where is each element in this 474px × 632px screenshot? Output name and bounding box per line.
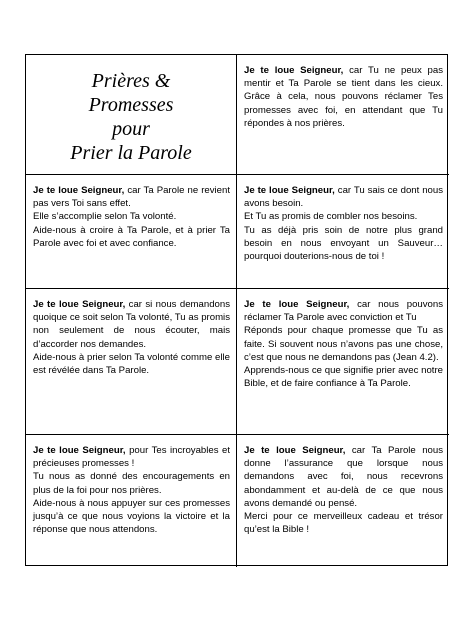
title-card	[26, 55, 237, 175]
card-text: pour Tes incroyables et précieuses promesses !	[33, 445, 231, 470]
card-text: car nous pouvons réclamer Ta Parole avec conviction et Tu	[244, 299, 444, 324]
card-text: Aide-nous à nous appuyer sur ces promesses jusqu’à ce que nous voyions la victoire et la réponse que nous attendons.	[33, 497, 230, 536]
title-line-4: Prier la Parole	[70, 141, 192, 164]
card-lead: Je te loue Seigneur,	[33, 445, 126, 456]
card-paragraph	[244, 324, 443, 364]
card-paragraph	[244, 224, 443, 264]
card-paragraph	[244, 210, 443, 223]
prayer-card-3	[237, 175, 449, 289]
card-paragraph	[33, 224, 230, 250]
card-text: car Ta Parole nous donne l’assurance que lorsque nous demandons avec foi, nous recevrons abondamment et au-delà de ce que nous avons demandé ou pensé.	[244, 445, 444, 509]
prayer-card-1	[237, 55, 449, 175]
card-paragraph	[244, 298, 443, 324]
title-line-3: pour	[112, 117, 150, 140]
card-lead: Je te loue Seigneur,	[33, 185, 125, 196]
card-lead: Je te loue Seigneur,	[244, 445, 346, 456]
card-paragraph	[33, 184, 230, 210]
prayer-card-4	[26, 289, 237, 435]
card-lead: Je te loue Seigneur,	[244, 299, 350, 310]
card-lead: Je te loue Seigneur,	[244, 185, 335, 196]
title-line-2: Promesses	[88, 93, 174, 116]
card-paragraph	[244, 184, 443, 210]
card-text: Elle s’accomplie selon Ta volonté.	[33, 211, 177, 223]
card-text: Tu as déjà pris soin de notre plus grand besoin en nous envoyant un Sauveur… pourquoi douterions-nous de toi !	[244, 224, 443, 263]
card-lead: Je te loue Seigneur,	[244, 65, 344, 76]
card-lead: Je te loue Seigneur,	[33, 299, 126, 310]
page-title	[70, 69, 191, 165]
card-paragraph	[244, 64, 443, 130]
card-paragraph	[33, 210, 230, 223]
card-text: Apprends-nous ce que signifie prier avec notre Bible, et de faire confiance à Ta Parole.	[244, 365, 443, 390]
card-paragraph	[33, 444, 230, 470]
cards-grid	[25, 54, 448, 566]
card-paragraph	[244, 364, 443, 390]
card-text: car Tu sais ce dont nous avons besoin.	[244, 185, 444, 210]
card-paragraph	[33, 497, 230, 537]
card-text: Tu nous as donné des encouragements en plus de la foi pour nos prières.	[33, 471, 230, 496]
card-paragraph	[244, 510, 443, 536]
card-paragraph	[244, 444, 443, 510]
card-text: Merci pour ce merveilleux cadeau et trésor qu’est la Bible !	[244, 511, 443, 536]
card-text: car si nous demandons quoique ce soit selon Ta volonté, Tu as promis non seulement de nous écouter, mais d’accorder nos demandes.	[33, 299, 230, 350]
card-text: car Tu ne peux pas mentir et Ta Parole se tient dans les cieux. Grâce à cela, nous pouvons réclamer Tes promesses avec foi, en attendant que Tu répondes à nos prières.	[244, 65, 443, 129]
card-text: Aide-nous à croire à Ta Parole, et à prier Ta Parole avec foi et avec confiance.	[33, 224, 230, 249]
prayer-card-6	[26, 435, 237, 567]
title-line-1: Prières &	[91, 69, 171, 92]
card-text: Réponds pour chaque promesse que Tu as faite. Si souvent nous n’avons pas une chose, c’est que nous ne demandons pas (Jean 4.2).	[244, 325, 443, 363]
card-paragraph	[33, 351, 230, 377]
card-text: car Ta Parole ne revient pas vers Toi sans effet.	[33, 185, 231, 210]
prayer-card-2	[26, 175, 237, 289]
card-text: Aide-nous à prier selon Ta volonté comme elle est révélée dans Ta Parole.	[33, 351, 230, 377]
prayer-card-5	[237, 289, 449, 435]
prayer-card-7	[237, 435, 449, 567]
card-paragraph	[33, 470, 230, 496]
card-text: Et Tu as promis de combler nos besoins.	[244, 211, 418, 223]
card-paragraph	[33, 298, 230, 351]
